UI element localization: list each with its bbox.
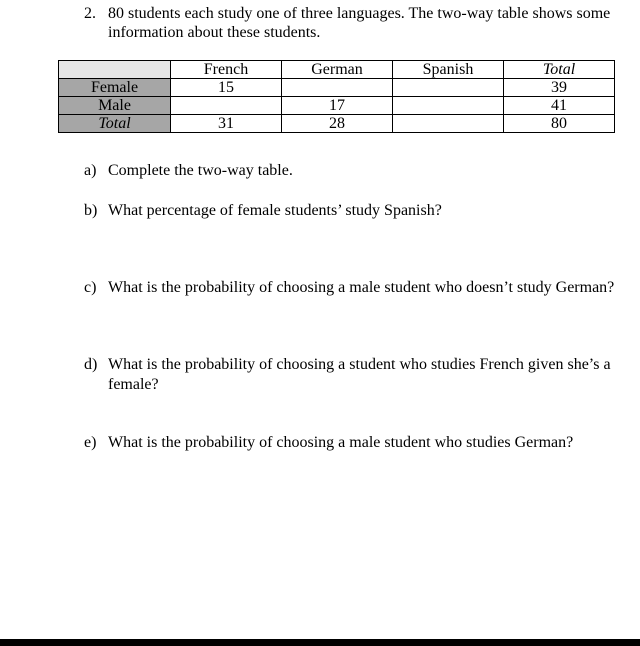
part-d xyxy=(84,355,624,395)
bottom-border-bar xyxy=(0,639,640,646)
part-c-label: c) xyxy=(84,279,97,296)
table-row-total xyxy=(59,115,615,133)
cell-total-total: 80 xyxy=(504,115,615,133)
cell-male-total: 41 xyxy=(504,97,615,115)
part-a-label: a) xyxy=(84,162,97,179)
question-2 xyxy=(84,4,624,42)
table-row-male xyxy=(59,97,615,115)
column-header-german: German xyxy=(282,61,393,79)
part-c-text: What is the probability of choosing a male student who doesn’t study German? xyxy=(108,279,615,296)
table-row-female xyxy=(59,79,615,97)
two-way-table xyxy=(58,60,615,133)
part-b xyxy=(84,201,624,221)
table-header-row xyxy=(59,61,615,79)
cell-female-german xyxy=(282,79,393,97)
column-header-total: Total xyxy=(504,61,615,79)
cell-female-french: 15 xyxy=(171,79,282,97)
part-d-label: d) xyxy=(84,356,98,373)
column-header-french: French xyxy=(171,61,282,79)
question-text: 80 students each study one of three languages. The two-way table shows some information about these students. xyxy=(108,5,611,41)
part-e-text: What is the probability of choosing a male student who studies German? xyxy=(108,434,574,451)
part-c xyxy=(84,278,624,298)
cell-total-french: 31 xyxy=(171,115,282,133)
part-a-text: Complete the two-way table. xyxy=(108,162,293,179)
cell-male-french xyxy=(171,97,282,115)
row-header-male: Male xyxy=(59,97,171,115)
part-e xyxy=(84,433,624,453)
cell-male-german: 17 xyxy=(282,97,393,115)
cell-total-german: 28 xyxy=(282,115,393,133)
part-e-label: e) xyxy=(84,434,97,451)
row-header-total: Total xyxy=(59,115,171,133)
column-header-spanish: Spanish xyxy=(393,61,504,79)
part-b-text: What percentage of female students’ study Spanish? xyxy=(108,202,442,219)
cell-female-total: 39 xyxy=(504,79,615,97)
part-b-label: b) xyxy=(84,202,98,219)
question-number: 2. xyxy=(84,5,96,22)
table-corner-cell xyxy=(59,61,171,79)
part-a xyxy=(84,161,624,181)
cell-male-spanish xyxy=(393,97,504,115)
cell-female-spanish xyxy=(393,79,504,97)
row-header-female: Female xyxy=(59,79,171,97)
cell-total-spanish xyxy=(393,115,504,133)
part-d-text: What is the probability of choosing a student who studies French given she’s a female? xyxy=(108,356,611,393)
